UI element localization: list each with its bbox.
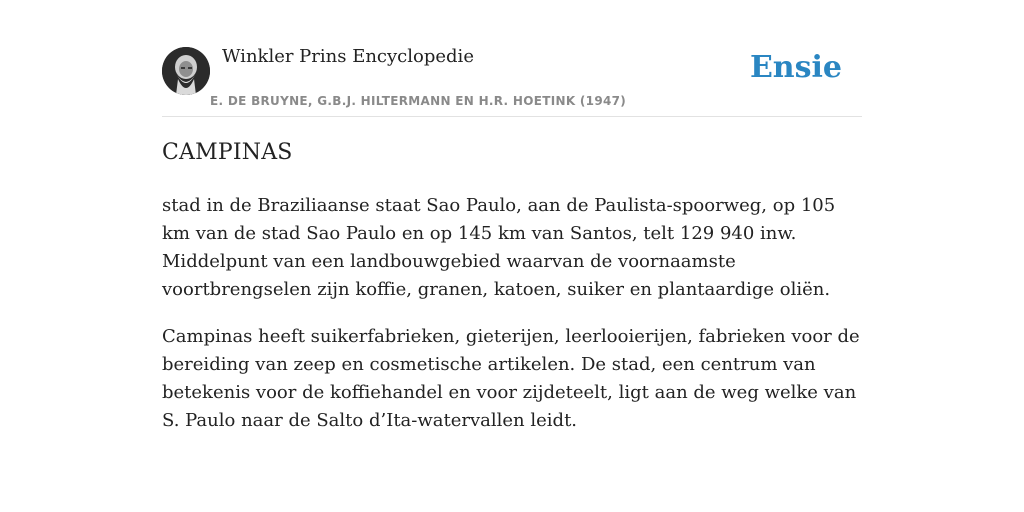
brand-logo[interactable]: Ensie	[749, 50, 842, 85]
article-paragraph: stad in de Braziliaanse staat Sao Paulo, aan de Paulista-spoorweg, op 105 km van de stad Sao Paulo en op 145 km van Santos, telt 129 940 inw. Middelpunt van een landbouwgebied waarvan de voornaamste voortbrengselen zijn koffie, granen, katoen, suiker en plantaardige oliën.	[162, 195, 836, 300]
source-header	[162, 44, 862, 117]
author-avatar[interactable]	[162, 47, 210, 95]
source-title[interactable]: Winkler Prins Encyclopedie	[222, 46, 474, 67]
portrait-icon	[162, 47, 210, 95]
article-body	[162, 192, 862, 454]
article-title: CAMPINAS	[162, 140, 293, 165]
source-authors: E. DE BRUYNE, G.B.J. HILTERMANN EN H.R. HOETINK (1947)	[210, 94, 627, 108]
article-paragraph: Campinas heeft suikerfabrieken, gieterijen, leerlooierijen, fabrieken voor de bereiding van zeep en cosmetische artikelen. De stad, een centrum van betekenis voor de koffiehandel en voor zijdeteelt, ligt aan de weg welke van S. Paulo naar de Salto d’Ita-watervallen leidt.	[162, 326, 860, 431]
